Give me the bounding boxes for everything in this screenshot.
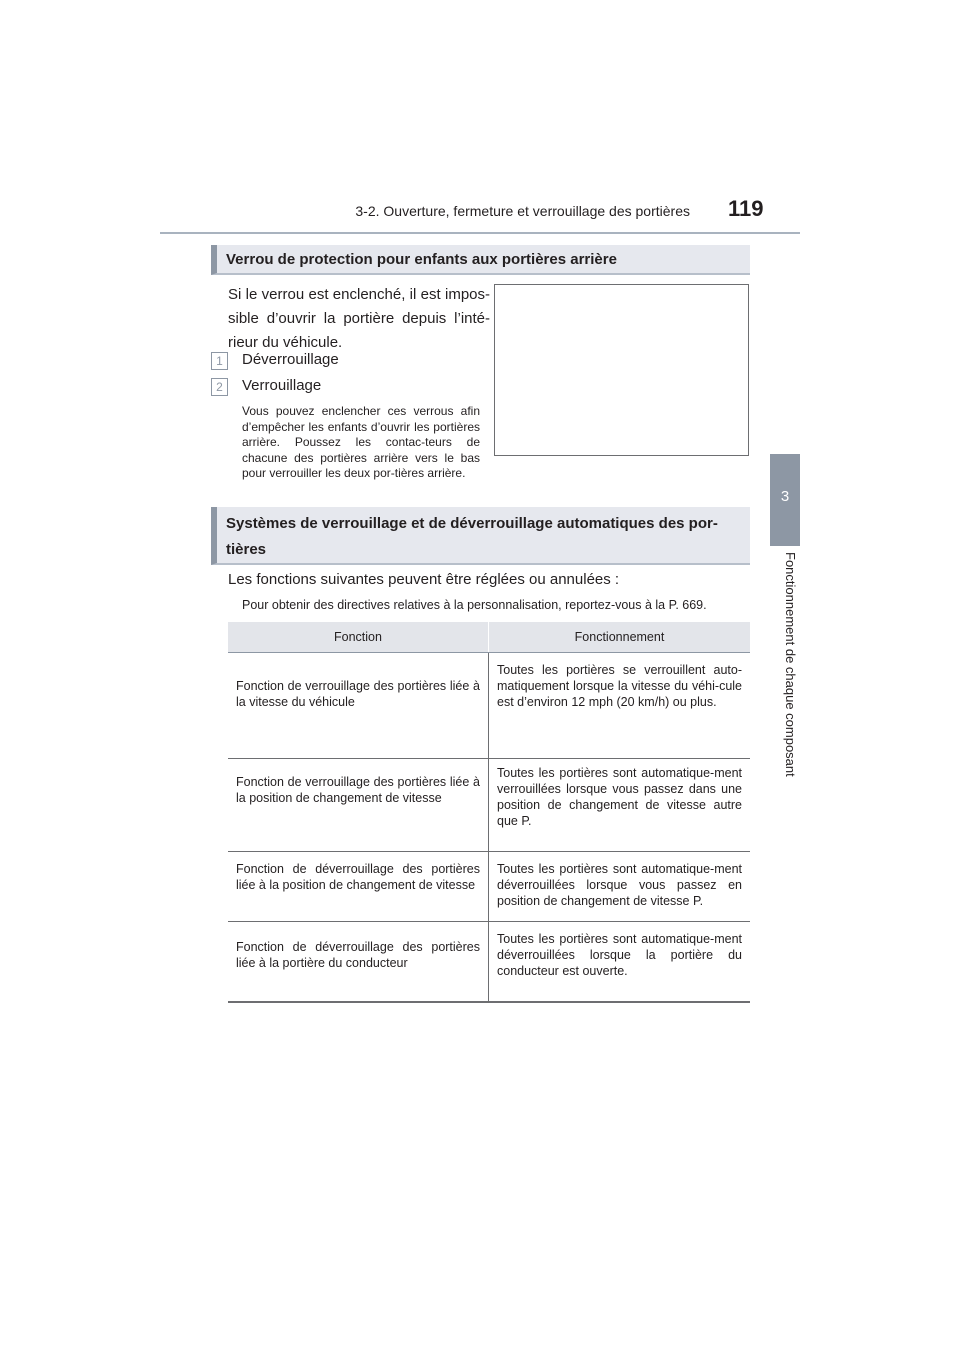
table-header-operation: Fonctionnement <box>489 622 751 653</box>
illustration-frame <box>494 284 749 456</box>
page-number: 119 <box>728 196 764 221</box>
table-row <box>228 653 750 759</box>
table-cell-operation: Toutes les portières sont automatique-ment verrouillées lorsque vous passez dans une position de changement de vitesse autre que P. <box>489 759 751 852</box>
chapter-title: Fonctionnement de chaque composant <box>783 552 798 777</box>
customization-note: Pour obtenir des directives relatives à la personnalisation, reportez-vous à la P. 669. <box>242 598 707 612</box>
table-row <box>228 759 750 852</box>
running-header-title: 3-2. Ouverture, fermeture et verrouillage des portières <box>355 203 690 219</box>
item-number-2: 2 <box>211 378 228 396</box>
table-cell-function: Fonction de déverrouillage des portières liée à la portière du conducteur <box>228 922 489 1003</box>
table-cell-function: Fonction de déverrouillage des portières liée à la position de changement de vitesse <box>228 852 489 922</box>
section-heading-auto-lock: Systèmes de verrouillage et de déverrouillage automatiques des por-tières <box>211 507 750 565</box>
chapter-number: 3 <box>780 488 790 505</box>
child-lock-note: Vous pouvez enclencher ces verrous afin d’empêcher les enfants d’ouvrir les portières arrière. Poussez les contac-teurs de chacune des portières arrière vers le bas pour verrouiller les deux por-tières arrière. <box>242 404 480 480</box>
table-cell-function: Fonction de verrouillage des portières liée à la position de changement de vitesse <box>228 759 489 852</box>
child-lock-paragraph: Si le verrou est enclenché, il est impos-sible d’ouvrir la portière depuis l’inté-rieur du véhicule. <box>228 286 490 351</box>
table-cell-operation: Toutes les portières sont automatique-ment déverrouillées lorsque la portière du conducteur est ouverte. <box>489 922 751 1003</box>
table-cell-operation: Toutes les portières se verrouillent auto-matiquement lorsque la vitesse du véhi-cule est d’environ 12 mph (20 km/h) ou plus. <box>489 653 751 759</box>
section-heading-child-lock: Verrou de protection pour enfants aux portières arrière <box>211 245 750 275</box>
table-cell-function: Fonction de verrouillage des portières liée à la vitesse du véhicule <box>228 653 489 759</box>
item-number-1: 1 <box>211 352 228 370</box>
table-row <box>228 922 750 1003</box>
item-label-unlock: Déverrouillage <box>242 351 339 368</box>
item-label-lock: Verrouillage <box>242 377 322 394</box>
header-rule <box>160 232 800 234</box>
table-header-function: Fonction <box>228 622 489 653</box>
function-table <box>228 622 750 1003</box>
table-cell-operation: Toutes les portières sont automatique-ment déverrouillées lorsque vous passez en position de changement de vitesse P. <box>489 852 751 922</box>
auto-lock-intro: Les fonctions suivantes peuvent être réglées ou annulées : <box>228 571 620 588</box>
table-header-row <box>228 622 750 653</box>
table-row <box>228 852 750 922</box>
